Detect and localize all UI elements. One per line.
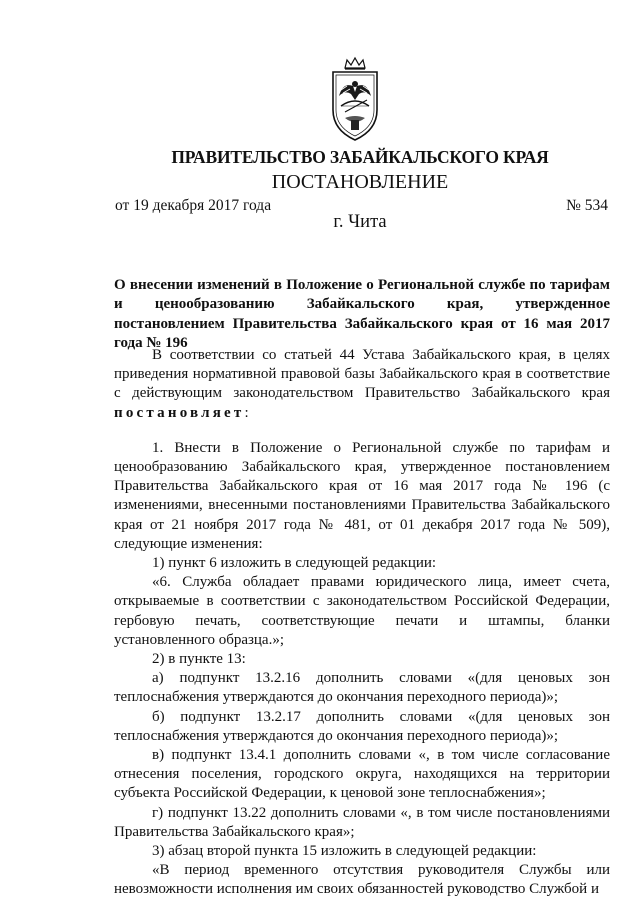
decree-number: № 534 <box>566 197 608 214</box>
preamble-paragraph <box>114 346 610 423</box>
document-body <box>114 346 610 900</box>
paragraph-point-6: 1) пункт 6 изложить в следующей редакции: <box>152 555 437 572</box>
preamble-suffix: : <box>244 404 249 421</box>
paragraph-sub-v: в) подпункт 13.4.1 дополнить словами «, в том числе согласование отнесения поселения, городского округа, находящихся на территории субъекта Российской Федерации, к ценовой зоне теплоснабжения»; <box>114 747 610 802</box>
paragraph-point-6-text: «6. Служба обладает правами юридического лица, имеет счета, открываемые в соответствии с законодательством Российской Федерации, гербовую печать, соответствующие печати и штампы, бланки установленного образца.»; <box>114 574 610 648</box>
document-type: ПОСТАНОВЛЕНИЕ <box>271 171 449 193</box>
paragraph-point-15: 3) абзац второй пункта 15 изложить в следующей редакции: <box>152 843 537 860</box>
decree-date: от 19 декабря 2017 года <box>115 197 272 214</box>
zabaikalsky-krai-coat-of-arms-icon <box>323 56 387 142</box>
paragraph-point-13: 2) в пункте 13: <box>152 651 246 668</box>
paragraph-sub-b: б) подпункт 13.2.17 дополнить словами «(для ценовых зон теплоснабжения утверждаются до окончания переходного периода)»; <box>114 708 610 744</box>
preamble-text: В соответствии со статьей 44 Устава Забайкальского края, в целях приведения нормативной правовой базы Забайкальского края в соответствие с действующим законодательством Правительство Забайкальского края <box>114 347 610 402</box>
document-heading: О внесении изменений в Положение о Региональной службе по тарифам и ценообразованию Забайкальского края, утвержденное постановлением Правительства Забайкальского края от 16 мая 2017 года № 196 <box>114 277 610 352</box>
paragraph-sub-a: а) подпункт 13.2.16 дополнить словами «(для ценовых зон теплоснабжения утверждаются до окончания переходного периода)»; <box>114 670 610 706</box>
decree-city: г. Чита <box>333 212 387 232</box>
paragraph-item-1: 1. Внести в Положение о Региональной службе по тарифам и ценообразованию Забайкальского края, утвержденное постановлением Правительства Забайкальского края от 16 мая 2017 года № 196 (с изменениями, внесенными постановлениями Правительства Забайкальского края от 21 ноября 2017 года № 481, от 01 декабря 2017 года № 509), следующие изменения: <box>114 439 610 552</box>
paragraph-sub-g: г) подпункт 13.22 дополнить словами «, в том числе постановлениями Правительства Забайкальского края»; <box>114 804 610 840</box>
resolves-word: постановляет <box>114 404 245 421</box>
government-name: ПРАВИТЕЛЬСТВО ЗАБАЙКАЛЬСКОГО КРАЯ <box>171 147 549 167</box>
paragraph-point-15-text: «В период временного отсутствия руководителя Службы или невозможности исполнения им своих обязанностей руководство Службой и <box>114 862 610 898</box>
